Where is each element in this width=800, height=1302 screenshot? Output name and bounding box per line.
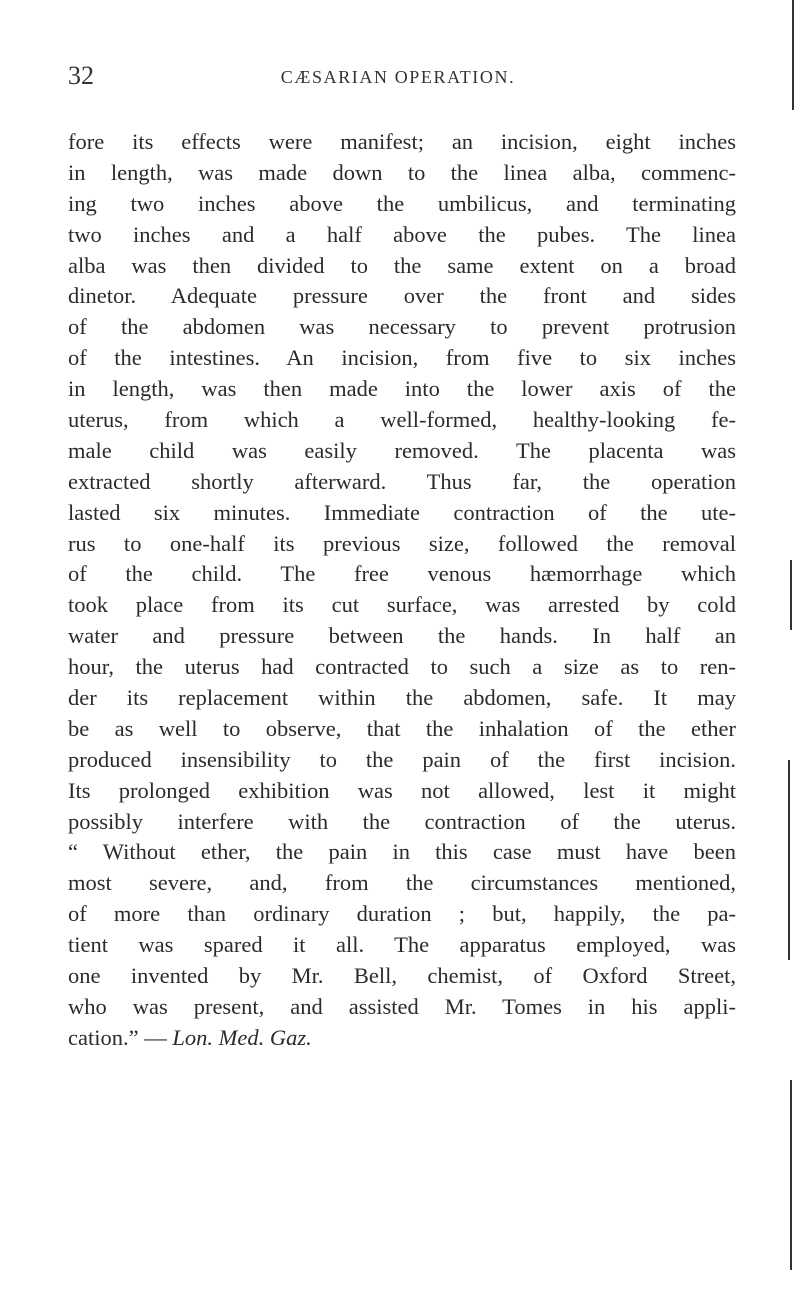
page-edge-line [788,760,790,960]
text-line: water and pressure between the hands. In half an [68,623,736,649]
text-line: uterus, from which a well-formed, healthy-looking fe- [68,407,736,433]
text-line: hour, the uterus had contracted to such a size as to ren- [68,654,736,680]
text-line: two inches and a half above the pubes. The linea [68,221,736,247]
text-line: extracted shortly afterward. Thus far, the operation [68,468,736,494]
page-edge-line [790,560,792,630]
body-text [68,127,736,1054]
text-line: tient was spared it all. The apparatus employed, was [68,932,736,958]
text-line: rus to one-half its previous size, followed the removal [68,530,736,556]
text-line: be as well to observe, that the inhalation of the ether [68,715,736,741]
text-line: who was present, and assisted Mr. Tomes in his appli- [68,993,736,1019]
text-line: dinetor. Adequate pressure over the front and sides [68,283,736,309]
text-line: in length, was made down to the linea alba, commenc- [68,159,736,185]
page-number: 32 [68,61,94,90]
text-line: der its replacement within the abdomen, safe. It may [68,685,736,711]
text-line: in length, was then made into the lower axis of the [68,376,736,402]
text-line: possibly interfere with the contraction of the uterus. [68,808,736,834]
text-line: of the child. The free venous hæmorrhage which [68,561,736,587]
text-line-final [68,1023,736,1054]
text-line: one invented by Mr. Bell, chemist, of Oxford Street, [68,963,736,989]
citation: Lon. Med. Gaz. [172,1024,312,1050]
text-line: of more than ordinary duration ; but, happily, the pa- [68,901,736,927]
text-line: of the intestines. An incision, from five to six inches [68,345,736,371]
text-line: fore its effects were manifest; an incision, eight inches [68,129,736,154]
page-edge-line [790,1080,792,1270]
text-line: ing two inches above the umbilicus, and terminating [68,190,736,216]
running-head: CÆSARIAN OPERATION. [280,67,516,87]
text-line: lasted six minutes. Immediate contraction of the ute- [68,499,736,525]
text-line: took place from its cut surface, was arrested by cold [68,592,736,618]
final-line-text: cation.” — [68,1024,173,1050]
page-edge-line [792,0,794,110]
text-line: male child was easily removed. The placenta was [68,437,736,463]
page-header [68,60,728,92]
text-line: alba was then divided to the same extent on a broad [68,252,736,278]
text-line: of the abdomen was necessary to prevent protrusion [68,314,736,340]
text-line: most severe, and, from the circumstances mentioned, [68,870,736,896]
text-line: produced insensibility to the pain of the first incision. [68,746,736,772]
text-line: Its prolonged exhibition was not allowed, lest it might [68,777,736,803]
text-line: “ Without ether, the pain in this case must have been [68,839,736,865]
